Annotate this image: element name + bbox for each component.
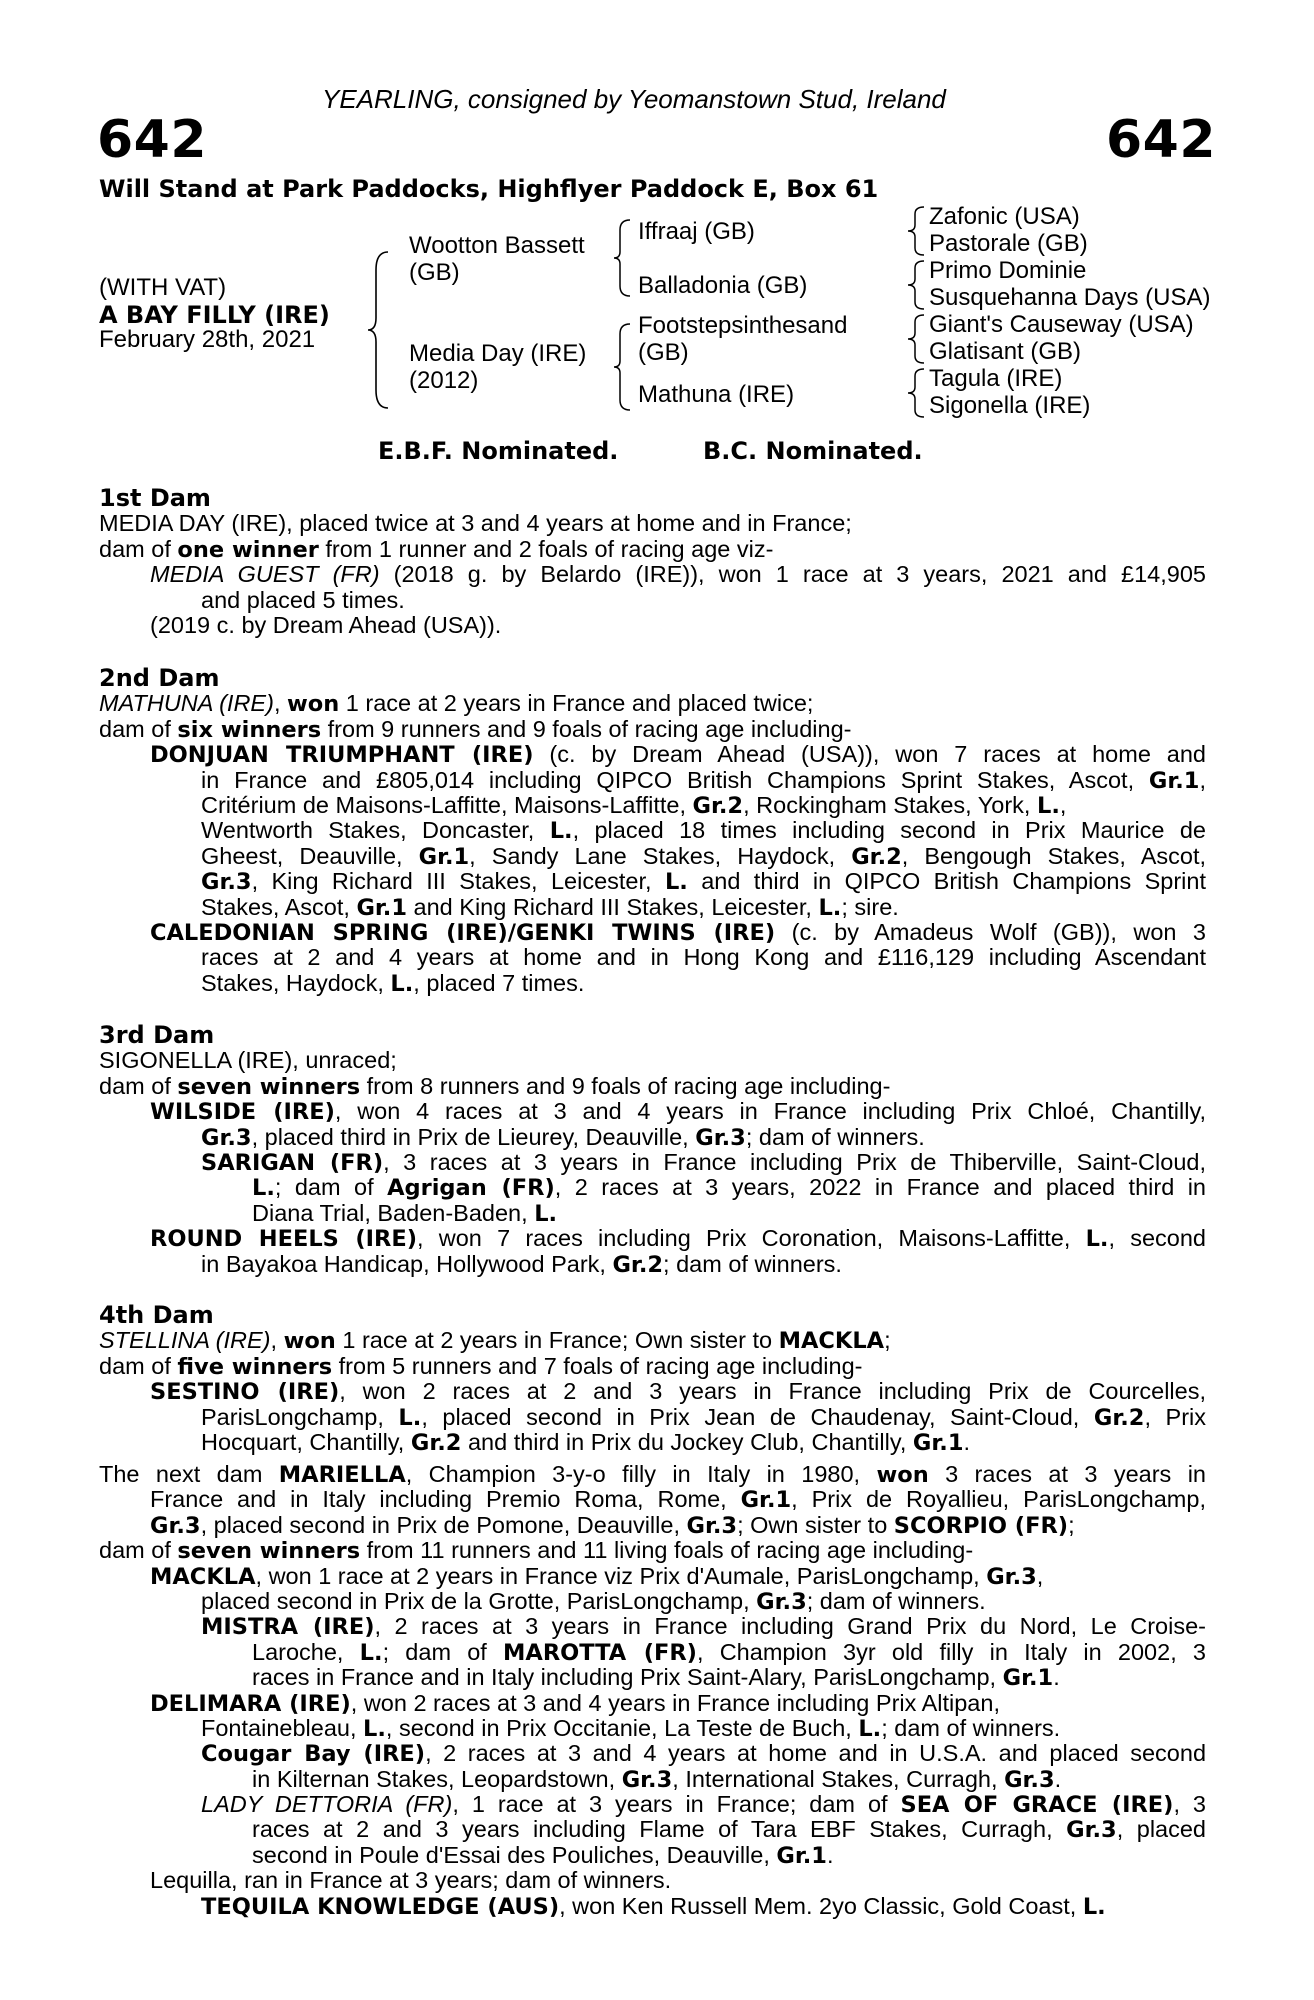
text: ; sire. <box>841 893 899 920</box>
bold-text: L. <box>1085 1226 1109 1253</box>
text: , Champion 3yr old filly in Italy in 2002, 3 <box>696 1638 1207 1665</box>
stand-location: Will Stand at Park Paddocks, Highflyer Paddock E, Box 61 <box>99 175 879 203</box>
bold-text: won <box>876 1462 929 1488</box>
text: , King Richard III Stakes, Leicester, <box>251 868 665 895</box>
bold-text: SEA OF GRACE (IRE) <box>900 1792 1174 1819</box>
text: and King Richard III Stakes, Leicester, <box>407 893 819 920</box>
text: from 8 runners and 9 foals of racing age including- <box>360 1072 891 1099</box>
bold-text: Gr.1 <box>356 894 407 921</box>
bold-text: L. <box>390 970 414 997</box>
bold-text: DONJUAN TRIUMPHANT (IRE) <box>150 742 534 769</box>
pedigree-gen3-1: Zafonic (USA) <box>929 203 1080 230</box>
catalogue-header: YEARLING, consigned by Yeomanstown Stud, Ireland <box>322 84 946 114</box>
text: , <box>273 690 287 717</box>
text: , 2 races at 3 and 4 years at home and in U.S.A. and placed second <box>425 1740 1207 1767</box>
text: and placed 5 times. <box>201 586 405 613</box>
bold-text: Gr.3 <box>986 1563 1037 1590</box>
bold-text: Gr.2 <box>612 1251 664 1278</box>
pedigree-gen3-6: Glatisant (GB) <box>929 338 1082 365</box>
text: ; <box>884 1327 891 1354</box>
text-line <box>99 818 1206 843</box>
text-line <box>99 1125 1206 1150</box>
text: from 11 runners and 11 living foals of racing age including- <box>360 1537 974 1564</box>
text: , placed second in Prix de Pomone, Deauville, <box>200 1511 687 1538</box>
text-line <box>99 1564 1206 1589</box>
text-line <box>99 1640 1206 1665</box>
bold-text: Gr.3 <box>695 1124 746 1151</box>
section-3 <box>99 1023 1206 1277</box>
text-line <box>99 1252 1206 1277</box>
lot-number-left: 642 <box>97 110 208 170</box>
pedigree-gen2-1: Iffraaj (GB) <box>638 218 755 245</box>
text: , won 2 races at 2 and 3 years in France including Prix de Courcelles, <box>339 1378 1206 1405</box>
text-line <box>99 1894 1206 1919</box>
text-line <box>99 1589 1206 1614</box>
text: , 1 race at 3 years in France; dam of <box>452 1791 901 1818</box>
text-line <box>99 1175 1206 1200</box>
text-line <box>99 1462 1206 1487</box>
text: ; dam of <box>382 1638 504 1665</box>
pedigree-gen3-8: Sigonella (IRE) <box>929 392 1091 419</box>
text: , placed <box>1116 1816 1207 1843</box>
bold-text: Gr.3 <box>201 1124 252 1151</box>
text-line <box>99 1691 1206 1716</box>
bold-text: Gr.2 <box>692 792 744 819</box>
section-5 <box>99 1462 1206 1919</box>
section-4 <box>99 1303 1206 1455</box>
bold-text: L. <box>363 1715 386 1742</box>
text: and third in QIPCO British Champions Sprint <box>687 868 1206 895</box>
bold-text: SCORPIO (FR) <box>893 1512 1069 1539</box>
text: , placed 18 times including second in Prix Maurice de <box>572 817 1206 844</box>
text: , <box>1199 766 1206 793</box>
text: Stakes, Ascot, <box>201 893 357 920</box>
text: ; <box>1068 1511 1075 1538</box>
text: , won 7 races including Prix Coronation, Maisons-Laffitte, <box>417 1225 1086 1252</box>
text: ; dam of winners. <box>881 1714 1061 1741</box>
text: ; dam of <box>274 1174 388 1201</box>
text-line <box>99 691 1206 716</box>
text: races in France and in Italy including Prix Saint-Alary, ParisLongchamp, <box>252 1664 1003 1691</box>
text: , placed 7 times. <box>413 969 585 996</box>
text: Critérium de Maisons-Laffitte, Maisons-Laffitte, <box>201 791 693 818</box>
text: ; dam of winners. <box>745 1123 925 1150</box>
text-line <box>99 562 1206 587</box>
bold-text: Gr.3 <box>756 1588 807 1615</box>
bold-text: seven winners <box>177 1073 361 1100</box>
bold-text: ROUND HEELS (IRE) <box>150 1226 418 1253</box>
text: (2018 g. by Belardo (IRE)), won 1 race at 3 years, 2021 and £14,905 <box>379 561 1206 588</box>
text: , Prix <box>1144 1403 1206 1430</box>
pedigree-gen2-2: Balladonia (GB) <box>638 272 808 299</box>
bold-text: won <box>283 1328 336 1355</box>
text: from 5 runners and 7 foals of racing age including- <box>332 1352 863 1379</box>
text: dam of <box>99 535 178 562</box>
text-line <box>99 1150 1206 1175</box>
text: dam of <box>99 715 178 742</box>
pedigree-gen3-4: Susquehanna Days (USA) <box>929 284 1211 311</box>
bold-text: Gr.2 <box>851 843 902 870</box>
pedigree-gen3-2: Pastorale (GB) <box>929 230 1088 257</box>
bold-text: L. <box>818 894 842 921</box>
text: dam of <box>99 1537 178 1564</box>
bold-text: won <box>287 691 340 718</box>
text-line <box>99 1430 1206 1455</box>
text-line <box>99 717 1206 742</box>
bold-text: Gr.1 <box>1148 767 1200 794</box>
text-line <box>99 1201 1206 1226</box>
text: ParisLongchamp, <box>201 1403 399 1430</box>
text-line <box>99 1328 1206 1353</box>
text: Wentworth Stakes, Doncaster, <box>201 817 550 844</box>
text-line <box>99 1767 1206 1792</box>
text: , International Stakes, Curragh, <box>672 1765 1005 1792</box>
section-heading: 2nd Dam <box>99 664 220 692</box>
text-line <box>99 1665 1206 1690</box>
bold-text: MISTRA (IRE) <box>201 1614 375 1641</box>
section-1 <box>99 486 1206 638</box>
text: , <box>270 1327 284 1354</box>
bold-text: L. <box>549 818 573 845</box>
text: , Bengough Stakes, Ascot, <box>901 842 1207 869</box>
text: ; dam of winners. <box>663 1250 842 1277</box>
text: Stakes, Haydock, <box>201 969 391 996</box>
text: from 9 runners and 9 foals of racing age including- <box>321 715 852 742</box>
vat-note: (WITH VAT) <box>99 274 227 301</box>
text: The next dam <box>99 1461 279 1487</box>
text-line <box>99 1614 1206 1639</box>
text: dam of <box>99 1352 178 1379</box>
text-line <box>99 1716 1206 1741</box>
text-line <box>99 742 1206 767</box>
text: (2019 c. by Dream Ahead (USA)). <box>150 611 502 638</box>
text-line <box>99 1099 1206 1124</box>
text: in Kilternan Stakes, Leopardstown, <box>252 1765 622 1792</box>
bold-text: Agrigan (FR) <box>387 1175 555 1202</box>
bold-text: L. <box>664 869 688 896</box>
text: , 2 races at 3 years in France including Grand Prix du Nord, Le Croise- <box>374 1613 1206 1640</box>
text-line <box>99 1843 1206 1868</box>
section-heading: 3rd Dam <box>99 1021 215 1049</box>
text-line <box>99 971 1206 996</box>
text-line <box>99 1379 1206 1404</box>
italic-text: LADY DETTORIA (FR) <box>201 1791 453 1818</box>
bold-text: Cougar Bay (IRE) <box>201 1741 426 1768</box>
text: . <box>1053 1664 1060 1691</box>
bold-text: seven winners <box>177 1538 361 1565</box>
bold-text: Gr.3 <box>201 869 252 896</box>
text-line <box>99 1405 1206 1430</box>
text: , placed third in Prix de Lieurey, Deauville, <box>251 1123 696 1150</box>
text: second in Poule d'Essai des Pouliches, Deauville, <box>252 1841 777 1868</box>
pedigree-gen2-3 <box>638 312 847 366</box>
pedigree-brace-sire <box>612 218 634 298</box>
text: , Champion 3-y-o filly in Italy in 1980, <box>405 1461 877 1487</box>
bold-text: Gr.3 <box>686 1512 738 1539</box>
pedigree-gen3-7: Tagula (IRE) <box>929 365 1063 392</box>
foaling-date: February 28th, 2021 <box>99 326 316 353</box>
text-line <box>99 1741 1206 1766</box>
pedigree-brace-dam <box>612 322 634 412</box>
text: dam of <box>99 1072 178 1099</box>
text: from 1 runner and 2 foals of racing age viz- <box>318 535 774 562</box>
text: , won 2 races at 3 and 4 years in France including Prix Altipan, <box>350 1689 1000 1716</box>
bold-text: SESTINO (IRE) <box>150 1379 340 1406</box>
pedigree-brace-main <box>366 250 396 410</box>
italic-text: STELLINA (IRE) <box>99 1327 271 1354</box>
section-heading: 1st Dam <box>99 484 211 512</box>
bc-nomination: B.C. Nominated. <box>703 437 923 465</box>
text: in France and £805,014 including QIPCO British Champions Sprint Stakes, Ascot, <box>201 766 1149 793</box>
text: (c. by Amadeus Wolf (GB)), won 3 <box>775 918 1206 945</box>
bold-text: one winner <box>177 536 319 563</box>
text-line <box>99 1487 1206 1512</box>
text-line <box>99 1354 1206 1379</box>
text: Lequilla, ran in France at 3 years; dam of winners. <box>150 1867 672 1894</box>
horse-name: A BAY FILLY (IRE) <box>99 301 330 329</box>
pedigree-brace-g3-4 <box>906 367 928 419</box>
text: MEDIA DAY (IRE), placed twice at 3 and 4 years at home and in France; <box>99 510 852 537</box>
bold-text: L. <box>534 1200 558 1227</box>
text: . <box>826 1841 834 1868</box>
bold-text: MACKLA <box>778 1328 885 1355</box>
text-line <box>99 844 1206 869</box>
text: and third in Prix du Jockey Club, Chantilly, <box>461 1428 913 1455</box>
dam-year: (2012) <box>409 367 479 394</box>
bold-text: WILSIDE (IRE) <box>150 1099 335 1126</box>
text-line <box>99 613 1206 638</box>
text-line <box>99 869 1206 894</box>
dam-name: Media Day (IRE) <box>409 340 587 367</box>
italic-text: MEDIA GUEST (FR) <box>150 561 380 588</box>
bold-text: Gr.3 <box>1004 1766 1055 1793</box>
pedigree-brace-g3-1 <box>906 205 928 257</box>
bold-text: Gr.1 <box>1002 1665 1054 1692</box>
bold-text: TEQUILA KNOWLEDGE (AUS) <box>201 1893 560 1920</box>
text: SIGONELLA (IRE), unraced; <box>99 1047 397 1074</box>
text: 3 races at 3 years in <box>928 1461 1206 1487</box>
text: . <box>1054 1765 1062 1792</box>
text-line <box>99 588 1206 613</box>
bold-text: Gr.1 <box>740 1487 792 1514</box>
bold-text: L. <box>1082 1893 1106 1920</box>
pedigree-dam <box>409 340 609 394</box>
bold-text: six winners <box>177 716 322 743</box>
text: , won 4 races at 3 and 4 years in France including Prix Chloé, Chantilly, <box>334 1098 1206 1125</box>
text: France and in Italy including Premio Roma, Rome, <box>150 1486 741 1513</box>
text: (c. by Dream Ahead (USA)), won 7 races at home and <box>533 741 1206 768</box>
text: , Rockingham Stakes, York, <box>743 791 1037 818</box>
text: races at 2 and 4 years at home and in Hong Kong and £116,129 including Ascendant <box>201 944 1206 971</box>
text: , second in Prix Occitanie, La Teste de Buch, <box>385 1714 859 1741</box>
bold-text: Gr.1 <box>776 1842 827 1869</box>
bold-text: L. <box>359 1639 383 1666</box>
text: Gheest, Deauville, <box>201 842 419 869</box>
text-line <box>99 768 1206 793</box>
bold-text: Gr.1 <box>418 843 470 870</box>
text: , Sandy Lane Stakes, Haydock, <box>469 842 852 869</box>
bold-text: Gr.2 <box>1093 1404 1145 1431</box>
lot-number-right: 642 <box>1106 110 1217 170</box>
text: 1 race at 2 years in France; Own sister to <box>335 1327 779 1354</box>
sire-country: (GB) <box>409 259 460 286</box>
text: Hocquart, Chantilly, <box>201 1428 411 1455</box>
sire-name: Wootton Bassett <box>409 232 585 259</box>
bold-text: Gr.2 <box>410 1429 462 1456</box>
text-line <box>99 1513 1206 1538</box>
text-line <box>99 1538 1206 1563</box>
pedigree-brace-g3-2 <box>906 259 928 311</box>
text: , placed second in Prix Jean de Chaudenay, Saint-Cloud, <box>421 1403 1094 1430</box>
bold-text: L. <box>858 1715 882 1742</box>
text: . <box>963 1428 971 1455</box>
ebf-nomination: E.B.F. Nominated. <box>378 437 619 465</box>
text-line <box>99 537 1206 562</box>
text: Fontainebleau, <box>201 1714 364 1741</box>
text: placed second in Prix de la Grotte, ParisLongchamp, <box>201 1587 757 1614</box>
bold-text: L. <box>252 1175 275 1202</box>
bold-text: Gr.3 <box>150 1512 201 1539</box>
bold-text: Gr.3 <box>621 1766 673 1793</box>
bold-text: MARIELLA <box>278 1462 406 1488</box>
text: 1 race at 2 years in France and placed twice; <box>339 690 814 717</box>
text-line <box>99 1792 1206 1817</box>
bold-text: MACKLA <box>150 1563 256 1590</box>
text: , <box>1059 791 1067 818</box>
bold-text: L. <box>398 1404 422 1431</box>
bold-text: five winners <box>177 1353 333 1380</box>
section-heading: 4th Dam <box>99 1301 214 1329</box>
text-line <box>99 895 1206 920</box>
pedigree-gen2-4: Mathuna (IRE) <box>638 381 795 408</box>
text: , 3 races at 3 years in France including Prix de Thiberville, Saint-Cloud, <box>383 1148 1206 1175</box>
text-line <box>99 1868 1206 1893</box>
text: ; dam of winners. <box>806 1587 986 1614</box>
pedigree-gen3-3: Primo Dominie <box>929 257 1087 284</box>
bold-text: Gr.1 <box>912 1429 964 1456</box>
text: , won 1 race at 2 years in France viz Prix d'Aumale, ParisLongchamp, <box>255 1562 987 1589</box>
bold-text: L. <box>1037 792 1060 819</box>
pedigree-sire <box>409 232 609 286</box>
bold-text: MAROTTA (FR) <box>503 1639 697 1666</box>
text-line <box>99 511 1206 536</box>
text: , 2 races at 3 years, 2022 in France and placed third in <box>554 1174 1206 1201</box>
text-line <box>99 1048 1206 1073</box>
text: in Bayakoa Handicap, Hollywood Park, <box>201 1250 613 1277</box>
text-line <box>99 920 1206 945</box>
text: Diana Trial, Baden-Baden, <box>252 1199 535 1226</box>
text: , won Ken Russell Mem. 2yo Classic, Gold Coast, <box>559 1892 1083 1919</box>
bold-text: DELIMARA (IRE) <box>150 1690 351 1717</box>
gen2-3-country: (GB) <box>638 339 689 366</box>
text: , <box>1036 1562 1044 1589</box>
text-line <box>99 945 1206 970</box>
text: , Prix de Royallieu, ParisLongchamp, <box>791 1486 1206 1513</box>
italic-text: MATHUNA (IRE) <box>99 690 274 717</box>
bold-text: Gr.3 <box>1066 1817 1117 1844</box>
text-line <box>99 1074 1206 1099</box>
text: , second <box>1108 1225 1206 1252</box>
gen2-3-name: Footstepsinthesand <box>638 312 848 339</box>
pedigree-gen3-5: Giant's Causeway (USA) <box>929 311 1194 338</box>
text: races at 2 and 3 years including Flame of Tara EBF Stakes, Curragh, <box>252 1816 1067 1843</box>
bold-text: CALEDONIAN SPRING (IRE)/GENKI TWINS (IRE) <box>150 919 776 946</box>
text: ; Own sister to <box>737 1511 894 1538</box>
bold-text: SARIGAN (FR) <box>201 1149 384 1176</box>
section-2 <box>99 666 1206 996</box>
text-line <box>99 793 1206 818</box>
text-line <box>99 1226 1206 1251</box>
text: , 3 <box>1173 1791 1206 1818</box>
text: Laroche, <box>252 1638 360 1665</box>
pedigree-brace-g3-3 <box>906 313 928 365</box>
text-line <box>99 1817 1206 1842</box>
